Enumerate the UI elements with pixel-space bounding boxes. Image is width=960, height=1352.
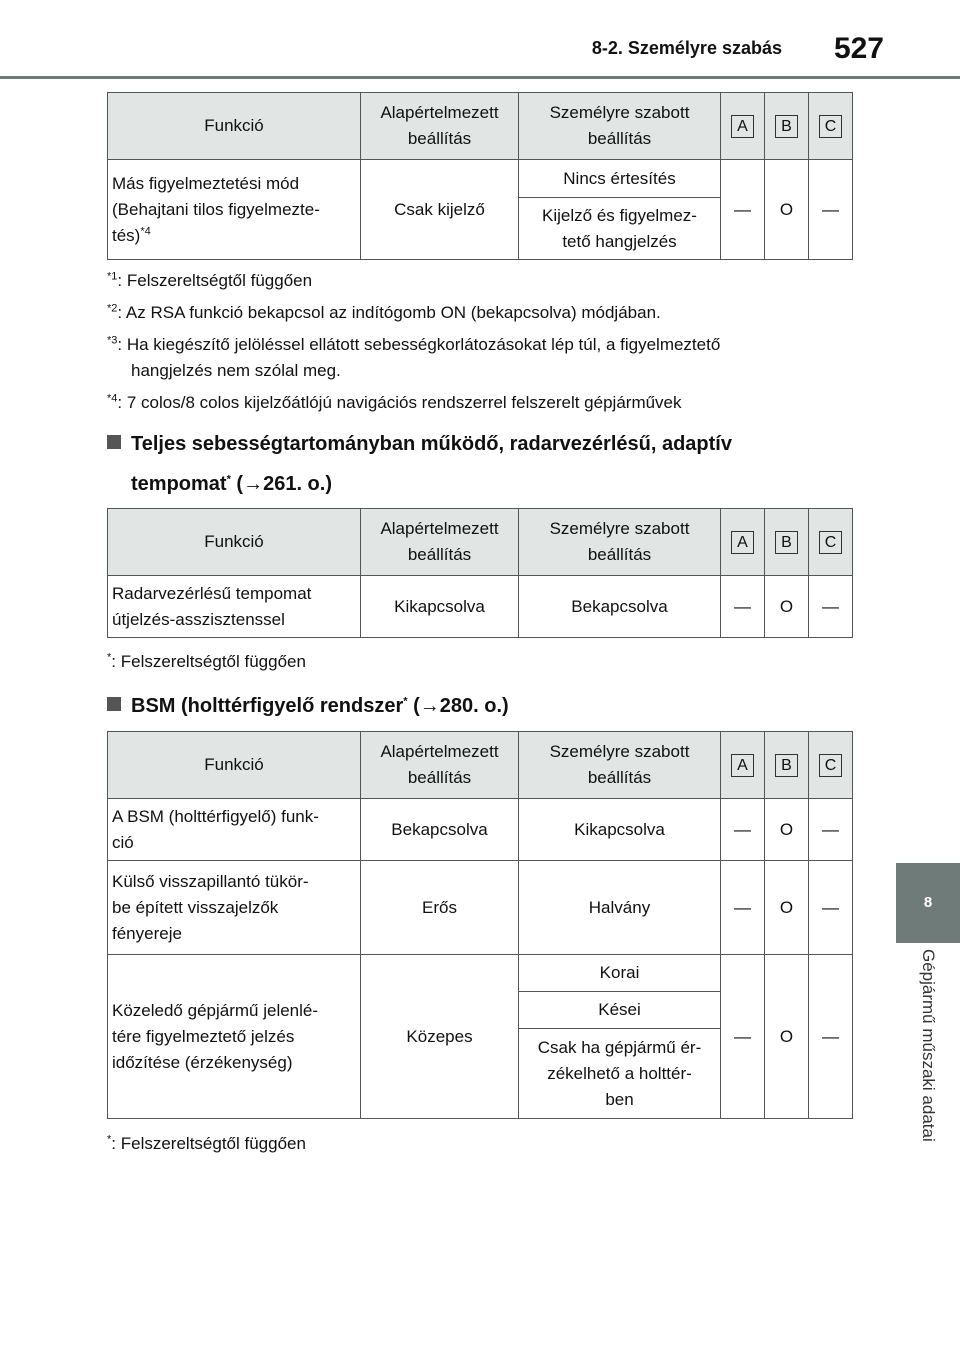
table-row [108, 799, 853, 861]
col-funkcio: Funkció [108, 93, 361, 160]
col-default: Alapértelmezett beállítás [361, 509, 519, 576]
col-default: Alapértelmezett beállítás [361, 732, 519, 799]
footnote-3: *: Felszereltségtől függően [107, 1133, 306, 1153]
c-cell: — [809, 861, 853, 955]
section-heading-bsm: BSM (holttérfigyelő rendszer* (→280. o.) [107, 686, 509, 726]
col-default: Alapértelmezett beállítás [361, 93, 519, 160]
footnote: $^{*4}$: 7 colos/8 colos kijelzőátlójú navigációs rendszerrel felszerelt gépjárművek [107, 392, 682, 412]
section-heading-acc: Teljes sebességtartományban működő, radarvezérlésű, adaptív tempomat* (→261. o.) [107, 424, 732, 504]
chapter-title-vertical [896, 949, 960, 1209]
c-cell: — [809, 799, 853, 861]
chapter-tab: 8 [896, 863, 960, 943]
page-header [0, 0, 960, 80]
table-header-row [108, 732, 853, 799]
custom-cell: Korai [519, 955, 721, 992]
footnote: $^{*2}$: Az RSA funkció bekapcsol az indítógomb ON (bekapcsolva) módjában. [107, 302, 661, 322]
footnotes-1 [107, 268, 867, 416]
col-a: A [721, 509, 765, 576]
b-cell: O [765, 160, 809, 260]
c-cell: — [809, 160, 853, 260]
col-custom: Személyre szabott beállítás [519, 93, 721, 160]
table-row [108, 576, 853, 638]
func-cell: Más figyelmeztetési mód (Behajtani tilos figyelmezte- tés)$^{*4}$ [108, 160, 361, 260]
settings-table-2 [107, 508, 853, 638]
func-cell: A BSM (holttérfigyelő) funk- ció [108, 799, 361, 861]
footnote-2: *: Felszereltségtől függően [107, 651, 306, 671]
col-c: C [809, 93, 853, 160]
col-funkcio: Funkció [108, 509, 361, 576]
col-b: B [765, 509, 809, 576]
chapter-title: Gépjármű műszaki adatai [919, 949, 938, 1142]
bullet-square-icon [107, 435, 121, 449]
col-a: A [721, 93, 765, 160]
custom-cell: Bekapcsolva [519, 576, 721, 638]
table-header-row [108, 509, 853, 576]
table-header-row [108, 93, 853, 160]
func-cell: Külső visszapillantó tükör- be épített visszajelzők fényereje [108, 861, 361, 955]
default-cell: Közepes [361, 955, 519, 1119]
page-number: 527 [833, 32, 884, 65]
custom-cell: Halvány [519, 861, 721, 955]
custom-cell: Kijelző és figyelmez- tető hangjelzés [519, 198, 721, 260]
custom-cell: Nincs értesítés [519, 160, 721, 198]
b-cell: O [765, 799, 809, 861]
c-cell: — [809, 955, 853, 1119]
table-row [108, 160, 853, 198]
custom-cell: Kései [519, 992, 721, 1029]
footnote: $^{*3}$: Ha kiegészítő jelöléssel ellátott sebességkorlátozásokat lép túl, a figyelmeztető hangjelzés nem szólal meg. [107, 334, 721, 380]
default-cell: Kikapcsolva [361, 576, 519, 638]
col-a: A [721, 732, 765, 799]
settings-table-1 [107, 92, 853, 260]
b-cell: O [765, 955, 809, 1119]
col-b: B [765, 732, 809, 799]
footnote: $^{*1}$: Felszereltségtől függően [107, 270, 313, 290]
default-cell: Bekapcsolva [361, 799, 519, 861]
col-custom: Személyre szabott beállítás [519, 509, 721, 576]
c-cell: — [809, 576, 853, 638]
col-funkcio: Funkció [108, 732, 361, 799]
col-b: B [765, 93, 809, 160]
col-custom: Személyre szabott beállítás [519, 732, 721, 799]
table-row [108, 955, 853, 992]
section-title: 8-2. Személyre szabás [591, 38, 782, 58]
a-cell: — [721, 799, 765, 861]
b-cell: O [765, 861, 809, 955]
col-c: C [809, 509, 853, 576]
a-cell: — [721, 861, 765, 955]
a-cell: — [721, 160, 765, 260]
default-cell: Csak kijelző [361, 160, 519, 260]
default-cell: Erős [361, 861, 519, 955]
bullet-square-icon [107, 697, 121, 711]
b-cell: O [765, 576, 809, 638]
custom-cell: Kikapcsolva [519, 799, 721, 861]
header-rule [0, 76, 960, 79]
func-cell: Radarvezérlésű tempomat útjelzés-asszisztenssel [108, 576, 361, 638]
settings-table-3 [107, 731, 853, 1119]
a-cell: — [721, 576, 765, 638]
a-cell: — [721, 955, 765, 1119]
col-c: C [809, 732, 853, 799]
table-row [108, 861, 853, 955]
func-cell: Közeledő gépjármű jelenlé- tére figyelmeztető jelzés időzítése (érzékenység) [108, 955, 361, 1119]
custom-cell: Csak ha gépjármű ér- zékelhető a holttér- ben [519, 1029, 721, 1119]
